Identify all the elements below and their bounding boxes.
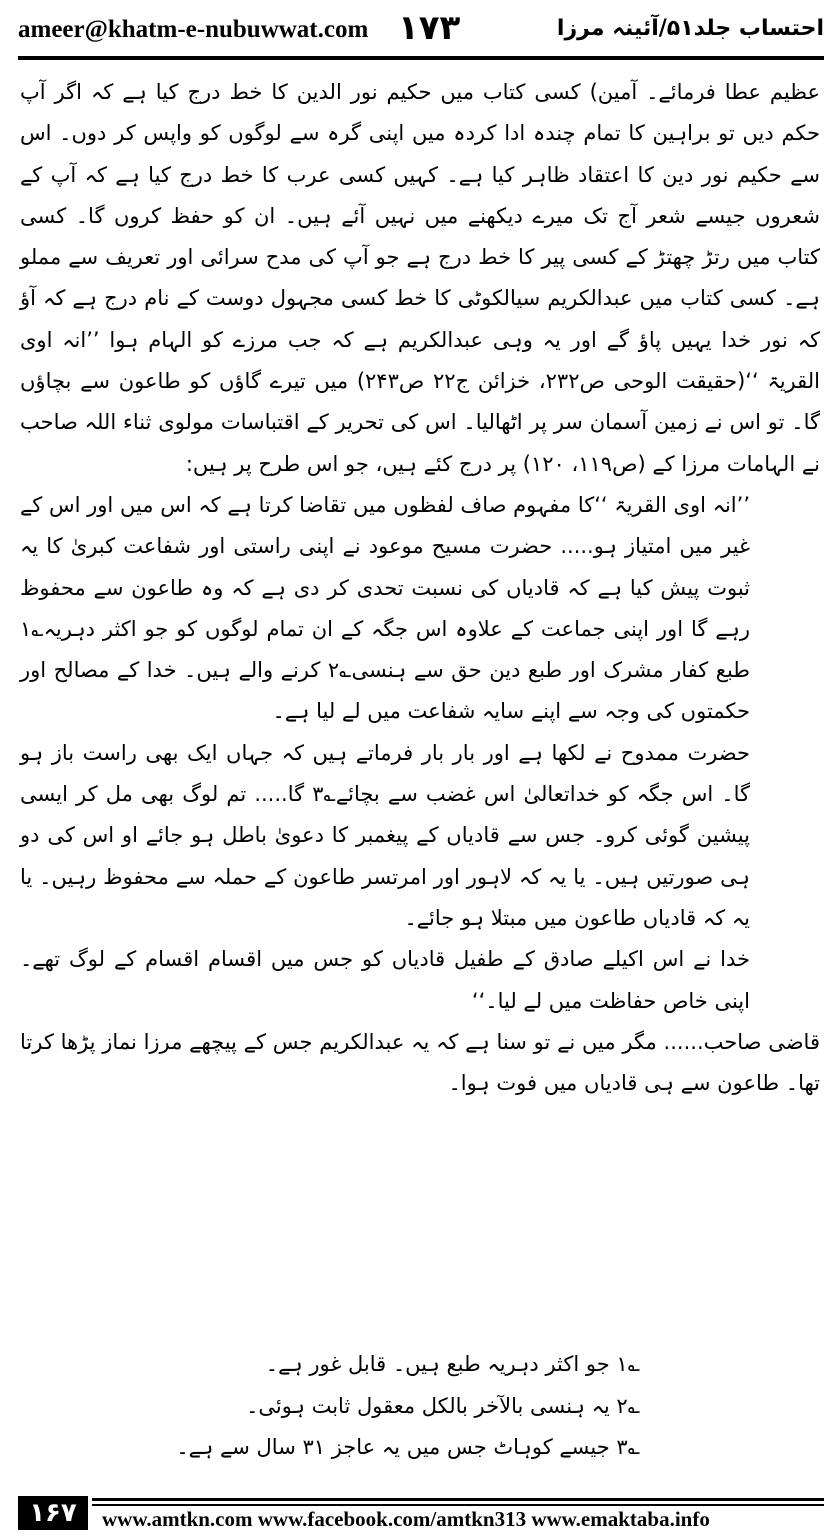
footer-rule (92, 1498, 824, 1501)
footer-urls[interactable]: www.amtkn.com www.facebook.com/amtkn313 www.emaktaba.info (102, 1507, 710, 1531)
footer-page-number: ۱۶۷ (18, 1496, 88, 1530)
page-footer (18, 1496, 824, 1530)
body-paragraph: خدا نے اس اکیلے صادق کے طفیل قادیاں کو جس میں اقسام اقسام کے لوگ تھے۔ اپنی خاص حفاظت میں لے لیا۔‘‘ (20, 947, 750, 1013)
quoted-paragraph: ’’انہ اوی القریۃ ‘‘کا مفہوم صاف لفظوں میں تقاضا کرتا ہے کہ اس میں اور اس کے غیر میں امتیاز ہو..... حضرت مسیح موعود نے اپنی راستی اور شفاعت کبریٰ کا یہ ثبوت پیش کیا ہے کہ قادیاں کی نسبت تحدی کر دی ہے کہ وہ طاعون سے محفوظ رہے گا اور اپنی جماعت کے علاوہ اس جگہ کے ان تمام لوگوں کو جو اکثر دہریہ؎۱ طبع کفار مشرک اور طبع دین حق سے ہنسی؎۲ کرنے والے ہیں۔ خدا کے مصالح اور حکمتوں کی وجہ سے اپنے سایہ شفاعت میں لے لیا ہے۔ (20, 492, 750, 724)
footer-rule (92, 1504, 824, 1506)
page-body (20, 72, 820, 1104)
header-rule (18, 56, 824, 60)
body-paragraph: قاضی صاحب...... مگر میں نے تو سنا ہے کہ یہ عبدالکریم جس کے پیچھے مرزا نماز پڑھا کرتا تھا۔ طاعون سے ہی قادیاں میں فوت ہوا۔ (20, 1029, 820, 1096)
footnote: ؎۲ یہ ہنسی بالآخر بالکل معقول ثابت ہوئی۔ (246, 1393, 640, 1418)
footnote: ؎۳ جیسے کوہاٹ جس میں یہ عاجز ۳۱ سال سے ہے۔ (176, 1435, 640, 1459)
body-paragraph: عظیم عطا فرمائے۔ آمین) کسی کتاب میں حکیم نور الدین کا خط درج کیا ہے کہ اگر آپ حکم دیں تو براہین کا تمام چندہ ادا کردہ میں اپنی گرہ سے لوگوں کو واپس کر دوں۔ اس سے حکیم نور دین کا اعتقاد ظاہر کیا ہے۔ کہیں کسی عرب کا خط درج کیا ہے کہ آپ کے شعروں جیسے شعر آج تک میرے دیکھنے میں نہیں آئے ہیں۔ ان کو حفظ کروں گا۔ کسی کتاب میں رتڑ چھتڑ کے کسی پیر کا خط درج ہے جو آپ کی مدح سرائی اور تعریف سے مملو ہے۔ کسی کتاب میں عبدالکریم سیالکوٹی کا خط کسی مجہول دوست کے نام درج ہے کہ آؤ کہ نور خدا یہیں پاؤ گے اور یہ وہی عبدالکریم ہے کہ جب مرزے کو الہام ہوا ’’انہ اوی القریۃ ‘‘(حقیقت الوحی ص۲۳۲، خزائن ج۲۲ ص۲۴۳) میں تیرے گاؤں کو طاعون سے بچاؤں گا۔ تو اس نے زمین آسمان سر پر اٹھالیا۔ اس کی تحریر کے اقتباسات مولوی ثناء اللہ صاحب نے الہامات مرزا کے (ص۱۱۹، ۱۲۰) پر درج کئے ہیں، جو اس طرح پر ہیں: (20, 80, 820, 476)
page-header (18, 8, 824, 54)
footnote: ؎۱ جو اکثر دہریہ طبع ہیں۔ قابل غور ہے۔ (265, 1352, 640, 1376)
header-page-number: ۱۷۳ (398, 8, 461, 48)
header-book-title: احتساب جلد۵۱/آئینہ مرزا (556, 16, 824, 41)
footnotes (120, 1344, 640, 1469)
header-email[interactable]: ameer@khatm-e-nubuwwat.com (18, 16, 369, 43)
body-paragraph: حضرت ممدوح نے لکھا ہے اور بار بار فرماتے ہیں کہ جہاں ایک بھی راست باز ہو گا۔ اس جگہ کو خداتعالیٰ اس غضب سے بچائے؎۳ گا..... تم لوگ بھی مل کر ایسی پیشین گوئی کرو۔ جس سے قادیاں کے پیغمبر کا دعویٰ باطل ہو جائے او اس کی دو ہی صورتیں ہیں۔ یا یہ کہ لاہور اور امرتسر طاعون کے حملہ سے محفوظ رہیں۔ یا یہ کہ قادیاں طاعون میں مبتلا ہو جائے۔ (20, 740, 751, 930)
